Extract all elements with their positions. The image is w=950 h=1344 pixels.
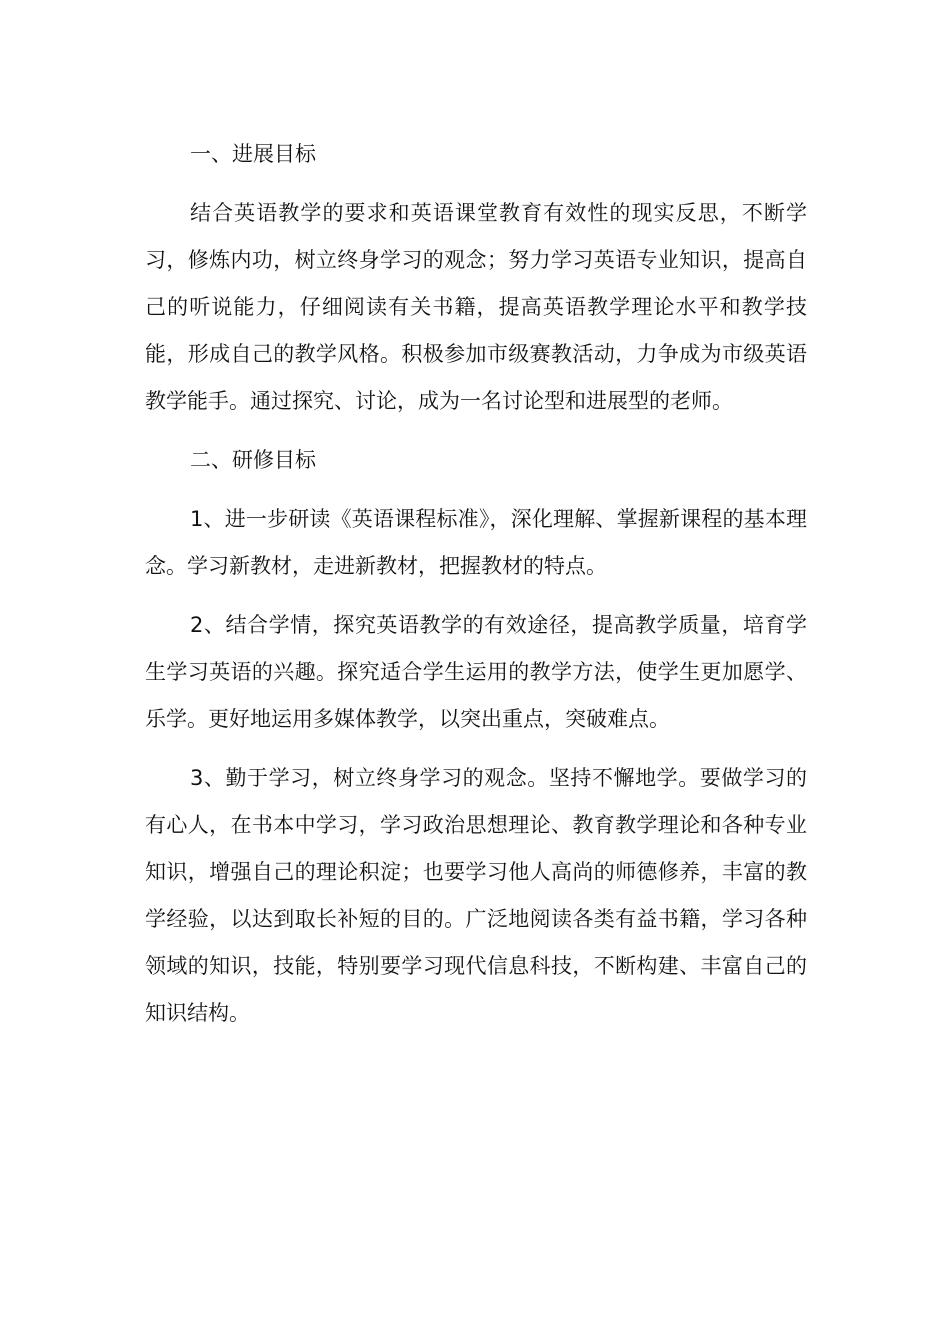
paragraph-goal-3: 3、勤于学习，树立终身学习的观念。坚持不懈地学。要做学习的有心人，在书本中学习，学习政治思想理论、教育教学理论和各种专业知识，增强自己的理论积淀；也要学习他人高尚的师德修养，丰富的教学经验，以达到取长补短的目的。广泛地阅读各类有益书籍，学习各种领域的知识，技能，特别要学习现代信息科技，不断构建、丰富自己的知识结构。 bbox=[145, 766, 807, 1025]
section-heading-training-goals: 二、研修目标 bbox=[190, 448, 316, 472]
paragraph-development-goals: 结合英语教学的要求和英语课堂教育有效性的现实反思，不断学习，修炼内功，树立终身学习的观念；努力学习英语专业知识，提高自己的听说能力，仔细阅读有关书籍，提高英语教学理论水平和教学技能，形成自己的教学风格。积极参加市级赛教活动，力争成为市级英语教学能手。通过探究、讨论，成为一名讨论型和进展型的老师。 bbox=[145, 201, 807, 413]
paragraph-goal-1: 1、进一步研读《英语课程标准》，深化理解、掌握新课程的基本理念。学习新教材，走进新教材，把握教材的特点。 bbox=[145, 507, 807, 578]
paragraph-goal-2: 2、结合学情，探究英语教学的有效途径，提高教学质量，培育学生学习英语的兴趣。探究适合学生运用的教学方法，使学生更加愿学、乐学。更好地运用多媒体教学，以突出重点，突破难点。 bbox=[145, 613, 807, 731]
section-heading-development-goals: 一、进展目标 bbox=[190, 142, 316, 166]
document-body bbox=[145, 131, 807, 1049]
